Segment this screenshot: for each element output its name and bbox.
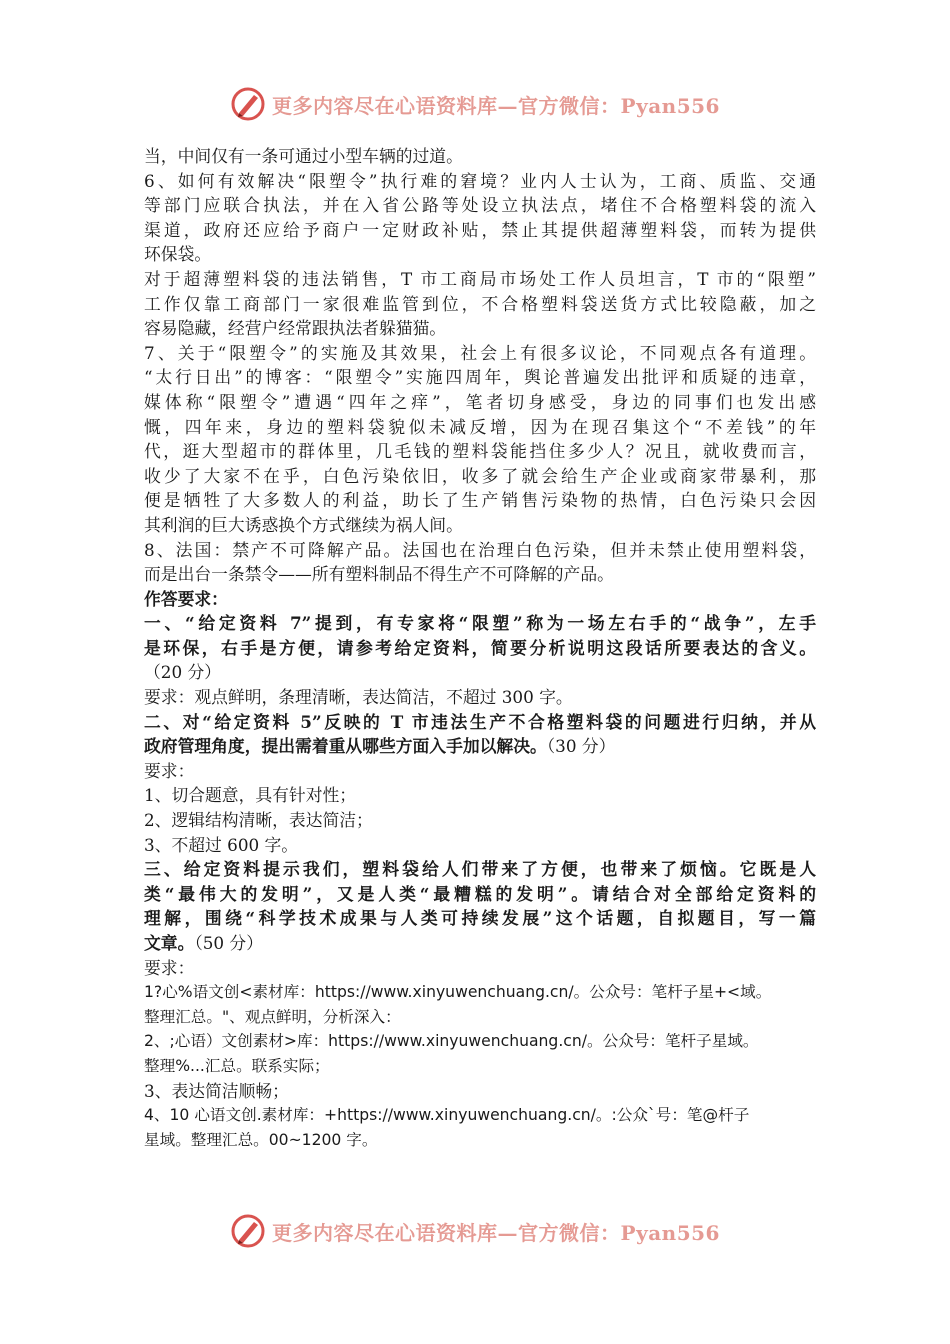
question-text: 政府管理角度，提出需着重从哪些方面入手加以解决。 [144, 736, 547, 757]
list-item: 4、10 心语文创.素材库：+https://www.xinyuwenchuang.cn/。:公众`号：笔@杆子 [144, 1106, 750, 1125]
text-line: 要求： [144, 760, 195, 781]
question-line: 二、对“给定资料 5”反映的 T 市违法生产不合格塑料袋的问题进行归纳，并从 [144, 711, 816, 732]
text-line: 要求：观点鲜明，条理清晰，表达简洁，不超过 300 字。 [144, 687, 573, 708]
question-line [144, 931, 816, 956]
text-line: 8、法国：禁产不可降解产品。法国也在治理白色污染，但并未禁止使用塑料袋， [144, 539, 816, 560]
question-line: 理解，围绕“科学技术成果与人类可持续发展”这个话题，自拟题目，写一篇 [144, 908, 816, 929]
list-item: 2、逻辑结构清晰，表达简洁； [144, 810, 373, 831]
list-item: 2、;心语）文创素材>库：https://www.xinyuwenchuang.cn/。公众号：笔杆子星域。 [144, 1032, 759, 1051]
text-line: 7、关于“限塑令”的实施及其效果，社会上有很多议论，不同观点各有道理。 [144, 342, 816, 363]
text-line: 工作仅靠工商部门一家很难监管到位，不合格塑料袋送货方式比较隐蔽，加之 [144, 293, 816, 314]
list-item: 整理汇总。"、观点鲜明，分析深入： [144, 1007, 401, 1026]
pen-logo-icon [230, 86, 266, 122]
footer-banner [0, 1211, 950, 1251]
list-item: 3、不超过 600 字。 [144, 834, 299, 855]
list-item: 星域。整理汇总。00~1200 字。 [144, 1130, 378, 1149]
text-line: 代，逛大型超市的群体里，几毛钱的塑料袋能挡住多少人？况且，就收费而言， [144, 441, 816, 462]
text-line: 等部门应联合执法，并在入省公路等处设立执法点，堵住不合格塑料袋的流入 [144, 195, 816, 216]
question-text: 文章。 [144, 933, 195, 953]
list-item: 3、表达简洁顺畅； [144, 1080, 289, 1101]
footer-banner-text: 更多内容尽在心语资料库—官方微信：Pyan556 [272, 1220, 720, 1245]
score-line: （20 分） [144, 662, 222, 683]
text-line: 其利润的巨大诱惑换个方式继续为祸人间。 [144, 514, 463, 535]
text-line: 而是出台一条禁令——所有塑料制品不得生产不可降解的产品。 [144, 564, 614, 585]
footer-banner-inner [230, 1213, 720, 1249]
list-item: 整理%...汇总。联系实际； [144, 1056, 330, 1075]
question-line [144, 734, 816, 759]
list-item: 1?心%语文创<素材库：https://www.xinyuwenchuang.cn/。公众号：笔杆子星+<域。 [144, 983, 772, 1002]
list-item: 1、切合题意，具有针对性； [144, 785, 357, 806]
section-heading: 作答要求： [144, 588, 228, 609]
text-line: 媒体称“限塑令”遭遇“四年之痒”，笔者切身感受，身边的同事们也发出感 [144, 391, 816, 412]
question-line: 是环保，右手是方便，请参考给定资料，简要分析说明这段话所要表达的含义。 [144, 637, 816, 658]
pen-logo-icon [230, 1213, 266, 1249]
text-line: 容易隐藏，经营户经常跟执法者躲猫猫。 [144, 318, 447, 339]
text-line: 对于超薄塑料袋的违法销售，T 市工商局市场处工作人员坦言，T 市的“限塑” [144, 268, 816, 289]
text-line: 渠道，政府还应给予商户一定财政补贴，禁止其提供超薄塑料袋，而转为提供 [144, 219, 816, 240]
text-line: 环保袋。 [144, 244, 212, 265]
text-line: 收少了大家不在乎，白色污染依旧，收多了就会给生产企业或商家带暴利，那 [144, 465, 816, 486]
header-banner [0, 84, 950, 124]
text-line: 6、如何有效解决“限塑令”执行难的窘境？业内人士认为，工商、质监、交通 [144, 170, 816, 191]
question-line: 三、给定资料提示我们，塑料袋给人们带来了方便，也带来了烦恼。它既是人 [144, 859, 816, 880]
text-line: 要求： [144, 957, 195, 978]
text-line: 便是牺牲了大多数人的利益，助长了生产销售污染物的热情，白色污染只会因 [144, 490, 816, 511]
text-line: “太行日出”的博客：“限塑令”实施四周年，舆论普遍发出批评和质疑的违章， [144, 367, 816, 388]
header-banner-inner [230, 86, 720, 122]
document-body [144, 144, 816, 1152]
text-line: 当，中间仅有一条可通过小型车辆的过道。 [144, 146, 463, 166]
question-line: 一、“给定资料 7”提到，有专家将“限塑”称为一场左右手的“战争”，左手 [144, 613, 816, 634]
text-line: 慨，四年来，身边的塑料袋貌似未减反增，因为在现召集这个“不差钱”的年 [144, 416, 816, 437]
score-text: （30 分） [546, 736, 616, 757]
score-text: （50 分） [194, 933, 263, 953]
question-line: 类“最伟大的发明”，又是人类“最糟糕的发明”。请结合对全部给定资料的 [144, 883, 816, 904]
header-banner-text: 更多内容尽在心语资料库—官方微信：Pyan556 [272, 93, 720, 118]
